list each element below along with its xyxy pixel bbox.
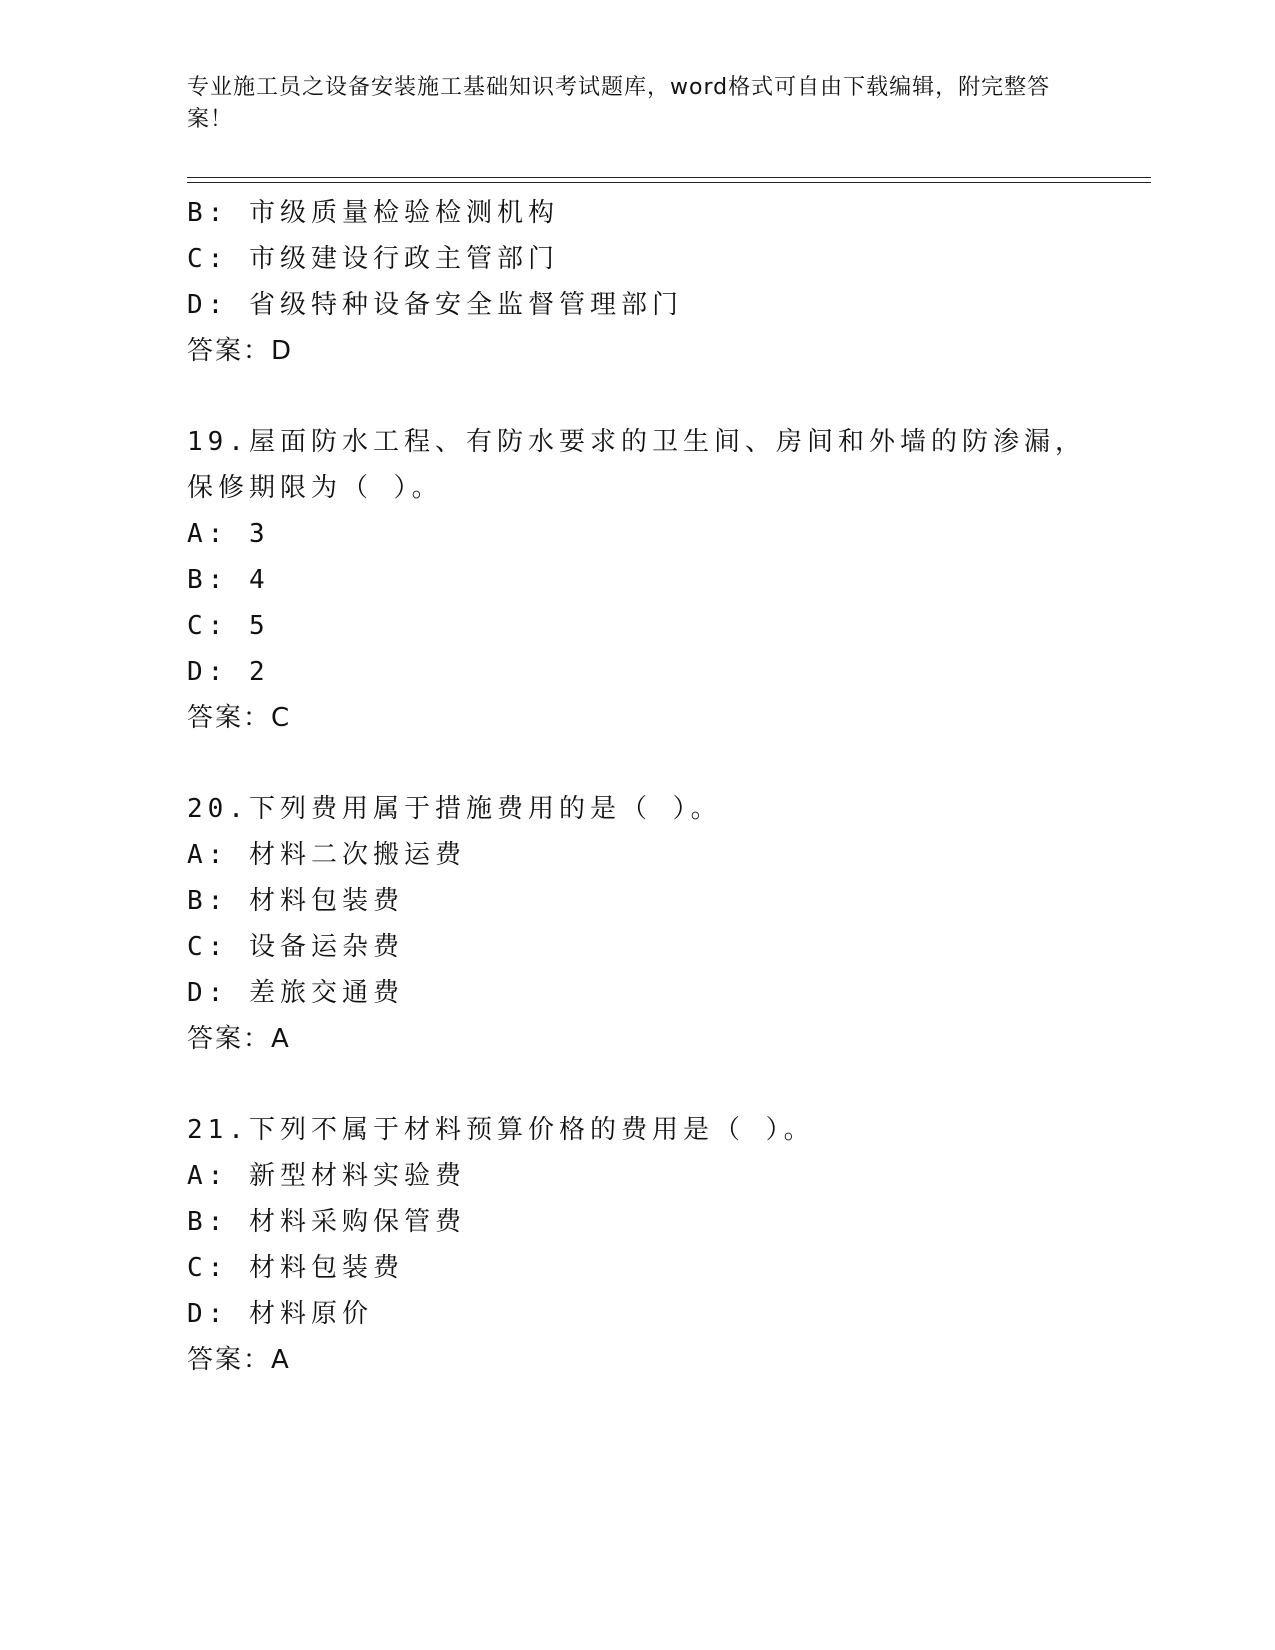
page-header: 专业施工员之设备安装施工基础知识考试题库，word格式可自由下载编辑，附完整答案！ bbox=[187, 75, 1051, 132]
option-a: A: 新型材料实验费 bbox=[187, 1161, 466, 1191]
answer-text: 答案：D bbox=[187, 336, 294, 366]
option-a: A: 材料二次搬运费 bbox=[187, 840, 466, 870]
answer-text: 答案：C bbox=[187, 703, 292, 733]
question-list bbox=[187, 190, 1087, 1383]
option-b: B: 材料包装费 bbox=[187, 886, 404, 916]
option-b: B: 市级质量检验检测机构 bbox=[187, 198, 559, 228]
option-b: B: 材料采购保管费 bbox=[187, 1207, 466, 1237]
option-a: A: 3 bbox=[187, 519, 270, 549]
option-c: C: 市级建设行政主管部门 bbox=[187, 244, 559, 274]
option-c: C: 设备运杂费 bbox=[187, 932, 404, 962]
header-divider-secondary bbox=[187, 182, 1151, 183]
header-divider bbox=[187, 177, 1151, 178]
answer-text: 答案：A bbox=[187, 1345, 291, 1375]
option-d: D: 2 bbox=[187, 657, 270, 687]
question-block-19 bbox=[187, 419, 1087, 741]
question-block-21 bbox=[187, 1107, 1087, 1383]
question-stem: 19.屋面防水工程、有防水要求的卫生间、房间和外墙的防渗漏，保修期限为（ ）。 bbox=[187, 427, 1086, 503]
option-c: C: 材料包装费 bbox=[187, 1253, 404, 1283]
option-d: D: 省级特种设备安全监督管理部门 bbox=[187, 290, 683, 320]
question-stem: 20.下列费用属于措施费用的是（ ）。 bbox=[187, 794, 722, 824]
option-c: C: 5 bbox=[187, 611, 270, 641]
question-stem: 21.下列不属于材料预算价格的费用是（ ）。 bbox=[187, 1115, 815, 1145]
option-d: D: 材料原价 bbox=[187, 1299, 373, 1329]
option-b: B: 4 bbox=[187, 565, 270, 595]
question-block-20 bbox=[187, 786, 1087, 1062]
answer-text: 答案：A bbox=[187, 1024, 291, 1054]
option-d: D: 差旅交通费 bbox=[187, 978, 404, 1008]
question-block-18 bbox=[187, 190, 1087, 374]
